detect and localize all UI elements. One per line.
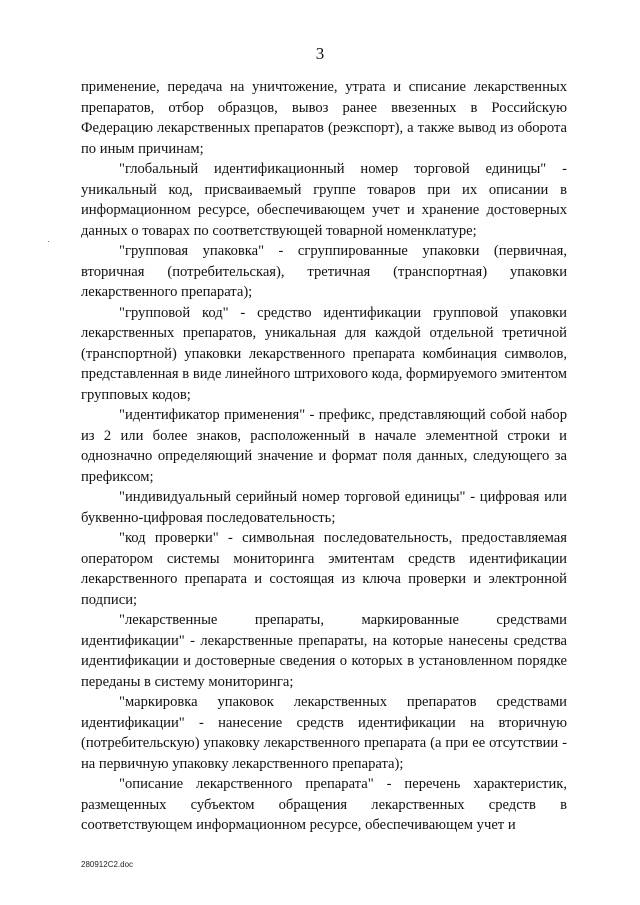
definition-marked-drugs: "лекарственные препараты, маркированные средствами идентификации" - лекарственные препараты, на которые нанесены средства идентификации и достоверные сведения о которых в установленном порядке переданы в систему мониторинга; [81,612,567,690]
definition-group-code: "групповой код" - средство идентификации групповой упаковки лекарственных препаратов, уникальная для каждой отдельной третичной (транспортной) упаковки лекарственного препарата комбинация символов, представленная в виде линейного штрихового кода, формируемого эмитентом групповых кодов; [81,304,567,403]
definition-serial-number: "индивидуальный серийный номер торговой единицы" - цифровая или буквенно-цифровая последовательность; [81,489,567,526]
definition-package-marking: "маркировка упаковок лекарственных препаратов средствами идентификации" - нанесение средств идентификации на вторичную (потребительскую) упаковку лекарственного препарата (а при ее отсутствии - на первичную упаковку лекарственного препарата); [81,694,567,772]
file-name-footer: 280912C2.doc [81,860,134,869]
document-body [81,77,567,836]
definition-verification-code: "код проверки" - символьная последовательность, предоставляемая оператором системы мониторинга эмитентам средств идентификации лекарственного препарата и состоящая из ключа проверки и электронной подписи; [81,530,567,608]
scan-speck [48,241,49,242]
paragraph-continuation: применение, передача на уничтожение, утрата и списание лекарственных препаратов, отбор образцов, вывоз ранее ввезенных в Российскую Федерацию лекарственных препаратов (реэкспорт), а также вывод из оборота по иным причинам; [81,79,567,157]
page-number: 3 [315,44,325,63]
definition-global-trade-item-number: "глобальный идентификационный номер торговой единицы" - уникальный код, присваиваемый группе товаров при их описании в информационном ресурсе, обеспечивающем учет и хранение достоверных данных о товарах по соответствующей товарной номенклатуре; [81,161,567,239]
definition-group-package: "групповая упаковка" - сгруппированные упаковки (первичная, вторичная (потребительская), третичная (транспортная) упаковки лекарственного препарата); [81,243,567,300]
definition-application-identifier: "идентификатор применения" - префикс, представляющий собой набор из 2 или более знаков, расположенный в начале элементной строки и однозначно определяющий значение и формат поля данных, следующего за префиксом; [81,407,567,485]
definition-drug-description: "описание лекарственного препарата" - перечень характеристик, размещенных субъектом обращения лекарственных средств в соответствующем информационном ресурсе, обеспечивающем учет и [81,776,567,833]
